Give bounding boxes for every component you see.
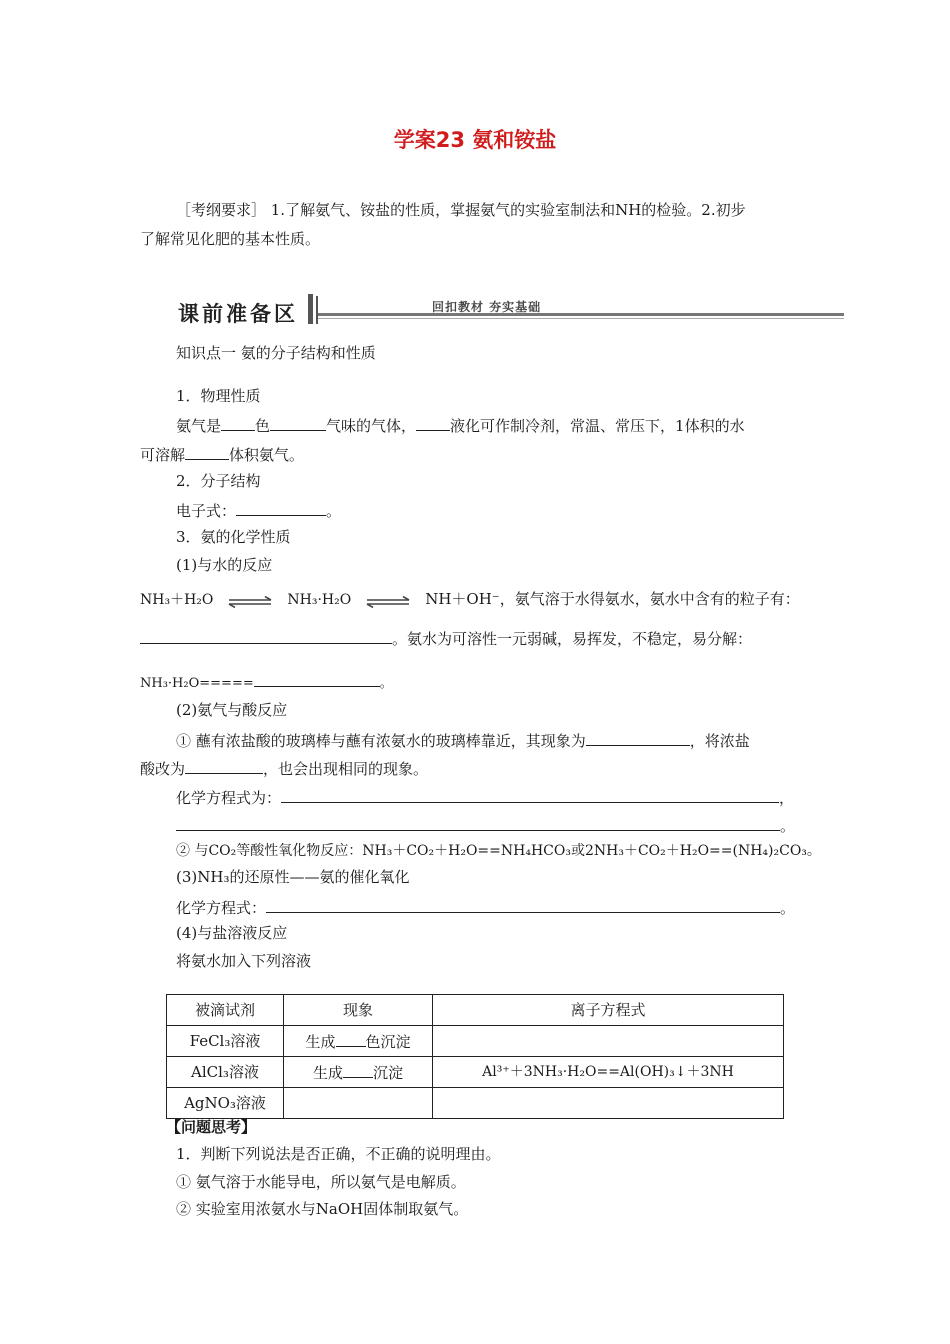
water-reaction-heading: (1)与水的反应	[176, 556, 273, 574]
equilibrium-arrow-icon	[365, 594, 411, 606]
section-banner-slogan: 回扣教材 夯实基础	[432, 300, 542, 314]
requirements-line-1: ［考纲要求］ 1.了解氨气、铵盐的性质，掌握氨气的实验室制法和NH的检验。2.初步	[176, 201, 746, 219]
co2-reaction-line: ② 与CO₂等酸性氧化物反应：NH₃＋CO₂＋H₂O==NH₄HCO₃或2NH₃＋CO₂＋H₂O==(NH₄)₂CO₃。	[176, 843, 821, 859]
banner-divider-bar-thin	[316, 296, 318, 324]
catalytic-oxidation-line: 化学方程式： 。	[176, 896, 795, 918]
reagent-cell: AgNO₃溶液	[167, 1088, 284, 1119]
statement-2: ② 实验室用浓氨水与NaOH固体制取氨气。	[176, 1200, 469, 1218]
page-title: 学案23 氨和铵盐	[393, 128, 557, 152]
banner-rule	[318, 313, 844, 316]
banner-divider-bar	[308, 294, 313, 324]
phenomenon-cell: 生成 色沉淀	[284, 1026, 433, 1057]
reagent-cell: FeCl₃溶液	[167, 1026, 284, 1057]
phenomenon-cell	[284, 1088, 433, 1119]
acid-equation-line: 化学方程式为： ，	[176, 786, 794, 808]
ion-equation-cell	[433, 1088, 784, 1119]
acid-line-1: ① 蘸有浓盐酸的玻璃棒与蘸有浓氨水的玻璃棒靠近，其现象为 ，将浓盐	[176, 729, 750, 751]
statement-1: ① 氨气溶于水能导电，所以氨气是电解质。	[176, 1173, 466, 1191]
acid-equation-line-2: 。	[176, 814, 795, 836]
banner-rule-thin	[318, 318, 844, 319]
reagent-table	[166, 994, 784, 1119]
decomposition-line: NH₃·H₂O===== 。	[140, 670, 393, 694]
chemical-heading: 3．氨的化学性质	[176, 528, 291, 546]
requirements-line-2: 了解常见化肥的基本性质。	[140, 230, 321, 248]
question-thinking-heading: 【问题思考】	[166, 1118, 257, 1136]
salt-reaction-intro: 将氨水加入下列溶液	[176, 952, 312, 970]
table-row	[167, 1026, 784, 1057]
acid-line-2: 酸改为 ，也会出现相同的现象。	[140, 757, 428, 779]
physical-line-2: 可溶解 体积氨气。	[140, 443, 304, 465]
table-header: 被滴试剂	[167, 995, 284, 1026]
question-1: 1．判断下列说法是否正确，不正确的说明理由。	[176, 1145, 501, 1163]
table-header-row	[167, 995, 784, 1026]
electron-formula-line: 电子式： 。	[176, 499, 341, 521]
knowledge-point-heading: 知识点一 氨的分子结构和性质	[176, 344, 376, 362]
water-equilibrium-line: NH₃＋H₂O NH₃·H₂O NH＋OH⁻，氨气溶于水得氨水，氨水中含有的粒子有：	[140, 590, 800, 608]
equilibrium-arrow-icon	[227, 594, 273, 606]
table-header: 离子方程式	[433, 995, 784, 1026]
acid-reaction-heading: (2)氨气与酸反应	[176, 701, 288, 719]
ammonia-water-line: 。氨水为可溶性一元弱碱，易挥发，不稳定，易分解：	[140, 627, 752, 649]
ion-equation-cell: Al³⁺＋3NH₃·H₂O==Al(OH)₃↓＋3NH	[433, 1057, 784, 1088]
physical-heading: 1．物理性质	[176, 387, 261, 405]
table-row	[167, 1057, 784, 1088]
reagent-cell: AlCl₃溶液	[167, 1057, 284, 1088]
table-header: 现象	[284, 995, 433, 1026]
section-banner-label: 课前准备区	[178, 302, 298, 326]
phenomenon-cell: 生成 沉淀	[284, 1057, 433, 1088]
table-row	[167, 1088, 784, 1119]
salt-reaction-heading: (4)与盐溶液反应	[176, 924, 288, 942]
ion-equation-cell	[433, 1026, 784, 1057]
physical-line-1: 氨气是 色 气味的气体， 液化可作制冷剂，常温、常压下，1体积的水	[176, 414, 745, 436]
reducing-heading: (3)NH₃的还原性——氨的催化氧化	[176, 868, 410, 886]
structure-heading: 2．分子结构	[176, 472, 261, 490]
